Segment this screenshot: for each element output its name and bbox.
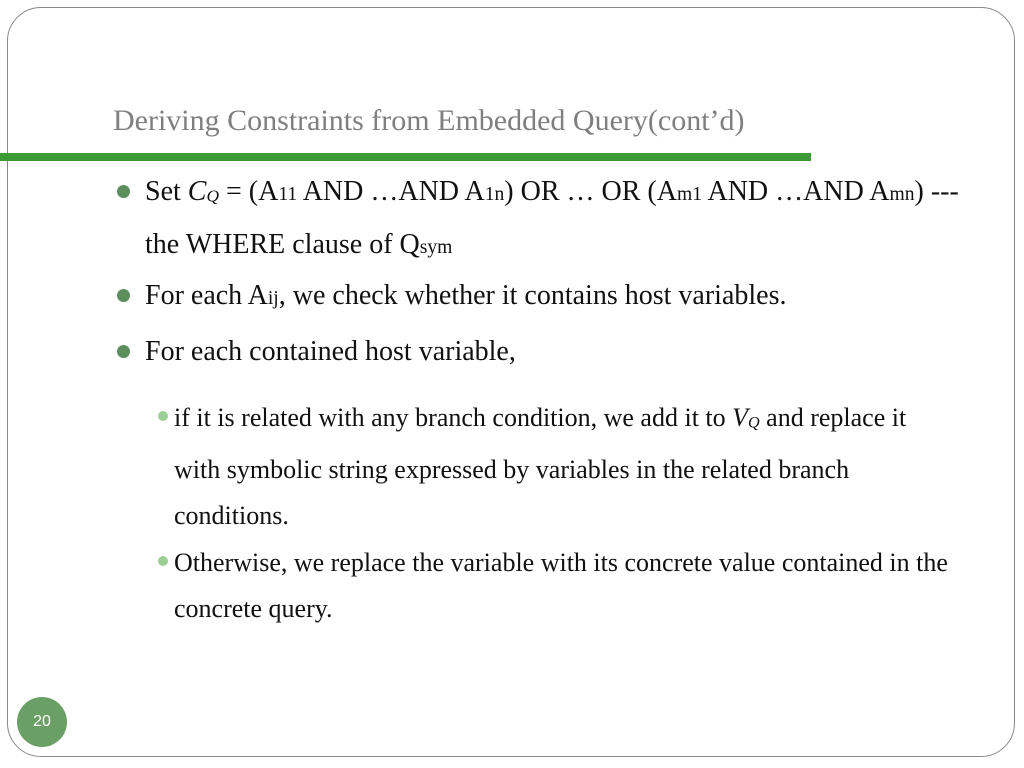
bullet-dot: [117, 185, 130, 198]
bullet-text: For each contained host variable,: [145, 336, 516, 367]
sub-bullet-dot: [158, 556, 168, 566]
bullet-item-1: [113, 168, 963, 272]
sub-bullet-item-2: [153, 540, 953, 632]
page-number-badge: 20: [17, 697, 67, 747]
title-underline: [0, 153, 811, 161]
bullet-text: Set $C_Q = (A11$ AND …AND A1n) OR … OR (Am1 AND …AND Amn) --- the WHERE clause of Qsym: [145, 176, 959, 260]
sub-bullet-dot: [158, 411, 168, 421]
sub-bullet-item-1: [153, 395, 953, 539]
sub-bullet-text: if it is related with any branch condition, we add it to $V_Q$ and replace it with symbolic string expressed by variables in the related branch conditions.: [174, 403, 907, 530]
bullet-dot: [117, 345, 130, 358]
bullet-dot: [117, 289, 130, 302]
bullet-item-3: [113, 328, 963, 376]
slide-title: Deriving Constraints from Embedded Query(cont’d): [113, 104, 745, 137]
bullet-item-2: [113, 272, 963, 323]
bullet-text: For each Aij, we check whether it contains host variables.: [145, 280, 787, 311]
sub-bullet-text: Otherwise, we replace the variable with its concrete value contained in the concrete query.: [174, 548, 948, 623]
